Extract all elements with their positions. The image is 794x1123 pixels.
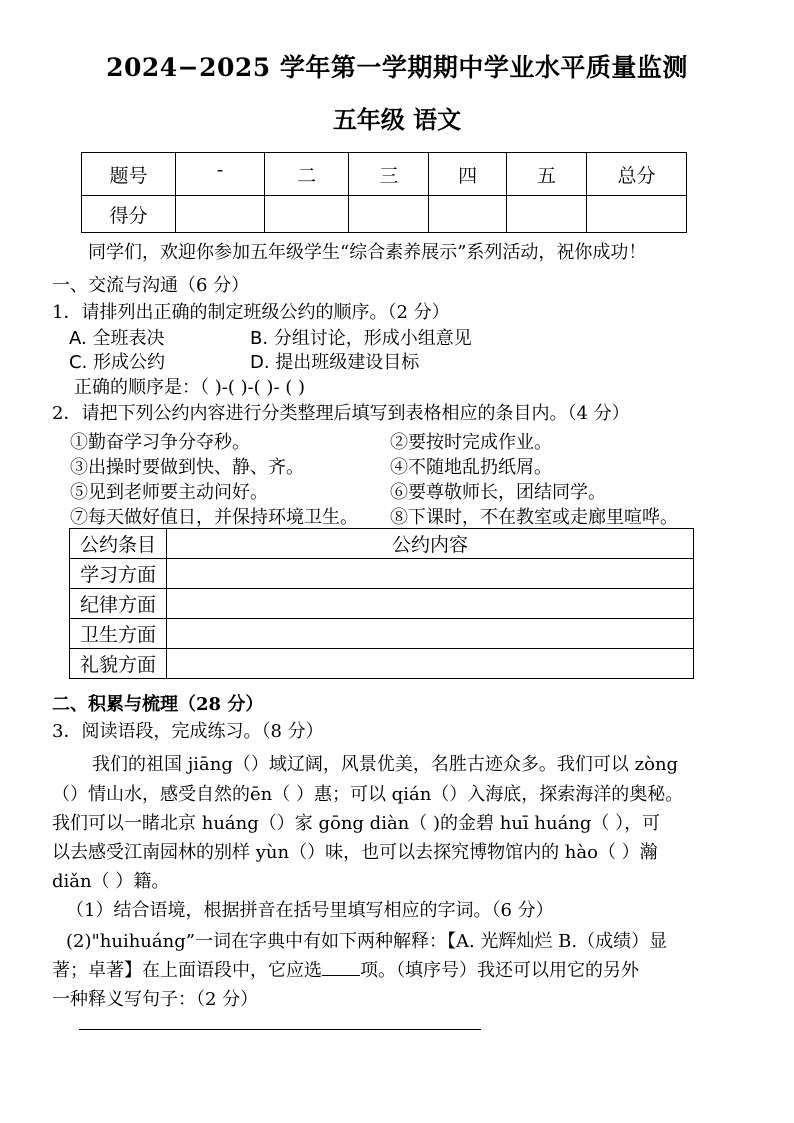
score-table: [81, 152, 687, 233]
rule-item: ⑤见到老师要主动问好。: [70, 482, 268, 503]
q3-para-line: （）情山水，感受自然的ēn（ ）惠；可以 qián（）入海底，探索海洋的奥秘。: [52, 784, 684, 805]
q3-para-line: diǎn（ ）籍。: [52, 871, 170, 892]
q3-stem: 3．阅读语段，完成练习。（8 分）: [52, 721, 324, 742]
score-blank[interactable]: [176, 196, 265, 233]
rules-answer-cell[interactable]: [167, 559, 694, 589]
rules-row-label: 卫生方面: [70, 619, 167, 649]
rule-item: ⑧下课时，不在教室或走廊里喧哗。: [390, 507, 678, 528]
rules-answer-cell[interactable]: [167, 649, 694, 679]
q3-sub2-text-pre: 著；卓著】在上面语段中，它应选: [52, 960, 322, 981]
q3-para-line: 我们的祖国 jiāng（）域辽阔，风景优美，名胜古迹众多。我们可以 zòng: [92, 754, 679, 775]
rules-answer-cell[interactable]: [167, 619, 694, 649]
q3-sub2-text-post: 项。（填序号）我还可以用它的另外: [360, 960, 639, 981]
exam-title: 2024−2025 学年第一学期期中学业水平质量监测: [106, 53, 688, 82]
score-cell: 四: [429, 153, 506, 196]
q3-para-line: 我们可以一睹北京 huáng（）家 gōng diàn（ )的金碧 huī huáng（ ），可: [52, 813, 661, 834]
table-row: [70, 649, 694, 679]
score-cell: -: [176, 153, 265, 196]
table-row: [70, 589, 694, 619]
q3-choice-blank[interactable]: [322, 957, 360, 976]
table-row: [82, 153, 687, 196]
q1-stem: 1．请排列出正确的制定班级公约的顺序。（2 分）: [52, 302, 450, 323]
q3-sub2-line1: (2)"huihuáng”一词在字典中有如下两种解释：【A. 光辉灿烂 B.（成绩）显: [66, 931, 668, 952]
table-row: [70, 529, 694, 559]
rule-item: ⑥要尊敬师长，团结同学。: [390, 482, 606, 503]
q1-option-c: C. 形成公约: [69, 352, 166, 373]
score-blank[interactable]: [265, 196, 349, 233]
rule-item: ④不随地乱扔纸屑。: [390, 457, 552, 478]
exam-subtitle: 五年级 语文: [332, 105, 462, 134]
table-row: [82, 196, 687, 233]
rule-item: ①勤奋学习争分夺秒。: [70, 432, 250, 453]
rules-answer-cell[interactable]: [167, 589, 694, 619]
intro-text: 同学们，欢迎你参加五年级学生“综合素养展示”系列活动，祝你成功！: [88, 242, 647, 263]
rules-table: [69, 528, 694, 679]
table-row: [70, 619, 694, 649]
score-cell: 五: [506, 153, 586, 196]
rules-row-label: 学习方面: [70, 559, 167, 589]
q1-option-b: B. 分组讨论，形成小组意见: [250, 328, 472, 349]
q1-answer[interactable]: 正确的顺序是：（ )-( )-( )- ( ): [74, 377, 306, 398]
section2-heading: 二、积累与梳理（28 分）: [52, 694, 264, 715]
rule-item: ②要按时完成作业。: [390, 432, 552, 453]
q2-stem: 2．请把下列公约内容进行分类整理后填写到表格相应的条目内。（4 分）: [52, 403, 630, 424]
score-blank[interactable]: [506, 196, 586, 233]
table-row: [70, 559, 694, 589]
rules-row-label: 纪律方面: [70, 589, 167, 619]
q3-sub1: （1）结合语境，根据拼音在括号里填写相应的字词。（6 分）: [66, 900, 554, 921]
rules-header-cell: 公约内容: [167, 529, 694, 559]
score-cell: 得分: [82, 196, 176, 233]
q1-option-d: D. 提出班级建设目标: [250, 352, 420, 373]
q3-sub2-line3: 一种释义写句子：（2 分）: [52, 989, 259, 1010]
score-cell: 二: [265, 153, 349, 196]
q1-option-a: A. 全班表决: [69, 328, 165, 349]
rules-header-cell: 公约条目: [70, 529, 167, 559]
rule-item: ⑦每天做好值日，并保持环境卫生。: [70, 507, 358, 528]
score-cell: 总分: [586, 153, 686, 196]
q3-para-line: 以去感受江南园林的别样 yùn（）味，也可以去探究博物馆内的 hào（ ）瀚: [52, 842, 658, 863]
sentence-answer-line[interactable]: [79, 1029, 481, 1030]
rules-row-label: 礼貌方面: [70, 649, 167, 679]
score-blank[interactable]: [586, 196, 686, 233]
q3-sub2-line2: [52, 956, 639, 982]
rule-item: ③出操时要做到快、静、齐。: [70, 457, 304, 478]
section1-heading: 一、交流与沟通（6 分）: [52, 275, 250, 296]
score-cell: 题号: [82, 153, 176, 196]
score-blank[interactable]: [429, 196, 506, 233]
score-blank[interactable]: [349, 196, 429, 233]
score-cell: 三: [349, 153, 429, 196]
